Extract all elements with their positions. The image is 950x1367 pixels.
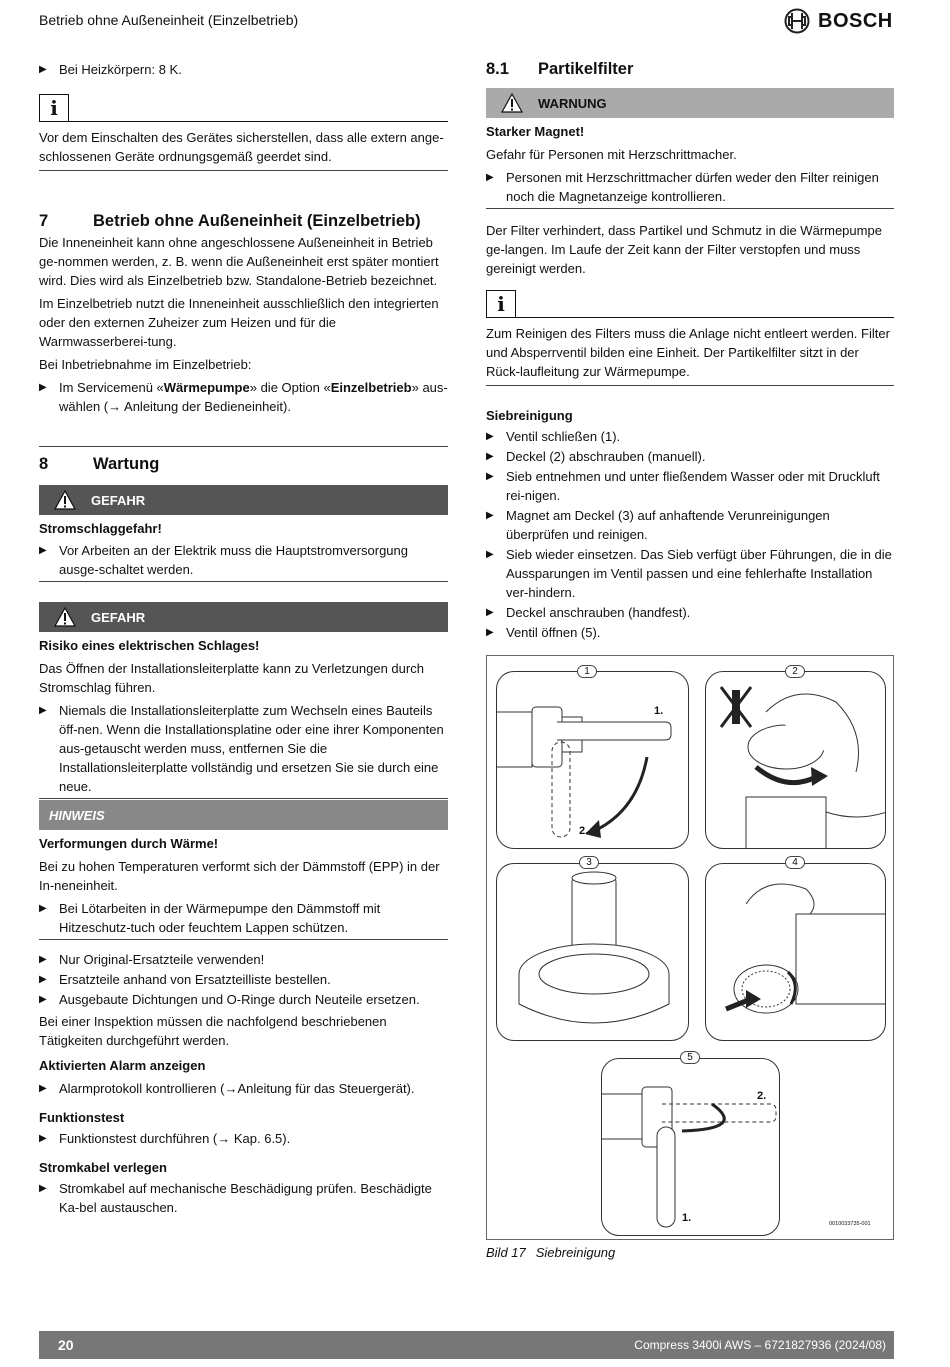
paragraph: Das Öffnen der Installationsleiterplatte kann zu Verletzungen durch Stromschlag führen. [39, 661, 424, 695]
step-item: ▶ Sieb entnehmen und unter fließendem Wasser oder mit Druckluft rei-nigen. [486, 469, 880, 503]
figure-panel-4 [705, 863, 886, 1041]
warning-bar: WARNUNG [486, 88, 894, 118]
brand-name: BOSCH [818, 9, 893, 32]
figure-panel-3 [496, 863, 689, 1041]
info-box [39, 94, 448, 122]
step-item: ▶ Ventil schließen (1). [486, 429, 621, 444]
list-item: ▶ Niemals die Installationsleiterplatte zum Wechseln eines Bauteils öff-nen. Wenn die Installationsplatine oder eine ihrer Komponenten aus-getauscht werden muss, entfernen Sie die Installationsleiterplatte vollständig und ersetzen Sie sie durch eine neue. [39, 703, 444, 794]
footer-bar [39, 1331, 894, 1359]
warning-triangle-icon [54, 607, 76, 627]
figure-code: 0010033735-001 [829, 1221, 871, 1227]
list-item: ▶ Ersatzteile anhand von Ersatzteilliste bestellen. [39, 972, 331, 987]
list-item: ▶ Funktionstest durchführen (→ Kap. 6.5). [39, 1131, 291, 1146]
info-icon: i [39, 94, 69, 122]
step-item: ▶ Deckel (2) abschrauben (manuell). [486, 449, 706, 464]
danger-bar: GEFAHR [39, 485, 448, 515]
paragraph: Bei Inbetriebnahme im Einzelbetrieb: [39, 357, 252, 372]
paragraph: Der Filter verhindert, dass Partikel und Schmutz in die Wärmepumpe ge-langen. Im Laufe der Zeit kann der Filter verstopfen und muss gereinigt werden. [486, 223, 882, 276]
list-item: ▶ Im Servicemenü «Wärmepumpe» die Option «Einzelbetrieb» aus-wählen (→ Anleitung der Bedieneinheit). [39, 380, 448, 414]
panel-number: 4 [785, 856, 805, 869]
document-reference: Compress 3400i AWS – 6721827936 (2024/08) [634, 1337, 886, 1352]
warning-heading: Starker Magnet! [486, 124, 585, 139]
figure-siebreinigung [486, 655, 894, 1240]
info-text: Zum Reinigen des Filters muss die Anlage nicht entleert werden. Filter und Absperrventil bilden eine Einheit. Der Partikelfilter sitzt in der Rück-laufleitung zur Wärmepumpe. [486, 326, 890, 379]
bosch-logo [784, 8, 893, 34]
step-item: ▶ Sieb wieder einsetzen. Das Sieb verfügt über Führungen, die in die Aussparungen im Ventil passen und eine fehlerhafte Installation ver-hindern. [486, 547, 892, 600]
paragraph: Die Inneneinheit kann ohne angeschlossene Außeneinheit in Betrieb ge-nommen werden, z. B. wenn die Außeneinheit erst später montiert wird. Dies wird als Einzelbetrieb bzw. Standalone-Betrieb bezeichnet. [39, 235, 439, 288]
list-item: ▶ Nur Original-Ersatzteile verwenden! [39, 952, 265, 967]
notice-heading: Verformungen durch Wärme! [39, 836, 219, 851]
panel-number: 5 [680, 1051, 700, 1064]
warning-triangle-icon [54, 490, 76, 510]
page-number: 20 [58, 1336, 74, 1353]
subheading: Funktionstest [39, 1110, 125, 1125]
subheading: Stromkabel verlegen [39, 1160, 167, 1175]
info-box [486, 290, 894, 318]
subheading: Aktivierten Alarm anzeigen [39, 1058, 206, 1073]
info-icon: i [486, 290, 516, 318]
step-item: ▶ Deckel anschrauben (handfest). [486, 605, 691, 620]
paragraph: Im Einzelbetrieb nutzt die Inneneinheit ausschließlich den integrierten oder den externen Zuheizer zum Heizen und für die Warmwasserberei-tung. [39, 296, 439, 349]
section-8-1-heading: 8.1 Partikelfilter [486, 60, 634, 78]
figure-panel-1 [496, 671, 689, 849]
notice-bar: HINWEIS [39, 800, 448, 830]
bullet-heizkoerper: Bei Heizkörpern: 8 K. [59, 62, 182, 77]
danger-heading: Stromschlaggefahr! [39, 521, 162, 536]
paragraph: Gefahr für Personen mit Herzschrittmacher. [486, 147, 737, 162]
figure-panel-5 [601, 1058, 780, 1236]
step-item: ▶ Ventil öffnen (5). [486, 625, 601, 640]
list-item: ▶ Ausgebaute Dichtungen und O-Ringe durch Neuteile ersetzen. [39, 992, 420, 1007]
subheading: Siebreinigung [486, 408, 573, 423]
list-item: ▶ Alarmprotokoll kontrollieren (→Anleitung für das Steuergerät). [39, 1081, 415, 1096]
step-label: 2. [757, 1090, 767, 1102]
panel-number: 1 [577, 665, 597, 678]
step-label: 1. [654, 705, 664, 717]
step-label: 2. [579, 825, 589, 837]
list-item: ▶ Personen mit Herzschrittmacher dürfen weder den Filter reinigen noch die Magnetanzeige kontrollieren. [486, 170, 879, 204]
list-item: ▶ Bei Lötarbeiten in der Wärmepumpe den Dämmstoff mit Hitzeschutz-tuch oder feuchtem Lappen schützen. [39, 901, 381, 935]
paragraph: Bei einer Inspektion müssen die nachfolgend beschriebenen Tätigkeiten durchgeführt werden. [39, 1014, 387, 1048]
bosch-armature-icon [784, 8, 810, 34]
warning-triangle-icon [501, 93, 523, 113]
step-label: 1. [682, 1212, 692, 1224]
figure-caption: Bild 17 Siebreinigung [486, 1245, 616, 1260]
panel-number: 2 [785, 665, 805, 678]
section-7-heading: 7 Betrieb ohne Außeneinheit (Einzelbetrieb) [39, 212, 421, 230]
paragraph: Bei zu hohen Temperaturen verformt sich der Dämmstoff (EPP) in der In-neneinheit. [39, 859, 440, 893]
header-title: Betrieb ohne Außeneinheit (Einzelbetrieb) [39, 12, 299, 28]
danger-heading: Risiko eines elektrischen Schlages! [39, 638, 260, 653]
list-item: ▶ Vor Arbeiten an der Elektrik muss die Hauptstromversorgung ausge-schaltet werden. [39, 543, 409, 577]
list-item: ▶ Stromkabel auf mechanische Beschädigung prüfen. Beschädigte Ka-bel austauschen. [39, 1181, 432, 1215]
figure-panel-2 [705, 671, 886, 849]
section-8-heading: 8 Wartung [39, 455, 160, 473]
step-item: ▶ Magnet am Deckel (3) auf anhaftende Verunreinigungen überprüfen und reinigen. [486, 508, 830, 542]
danger-bar: GEFAHR [39, 602, 448, 632]
panel-number: 3 [579, 856, 599, 869]
info-text: Vor dem Einschalten des Gerätes sicherstellen, dass alle extern ange-schlossenen Geräte ordnungsgemäß geerdet sind. [39, 130, 444, 164]
